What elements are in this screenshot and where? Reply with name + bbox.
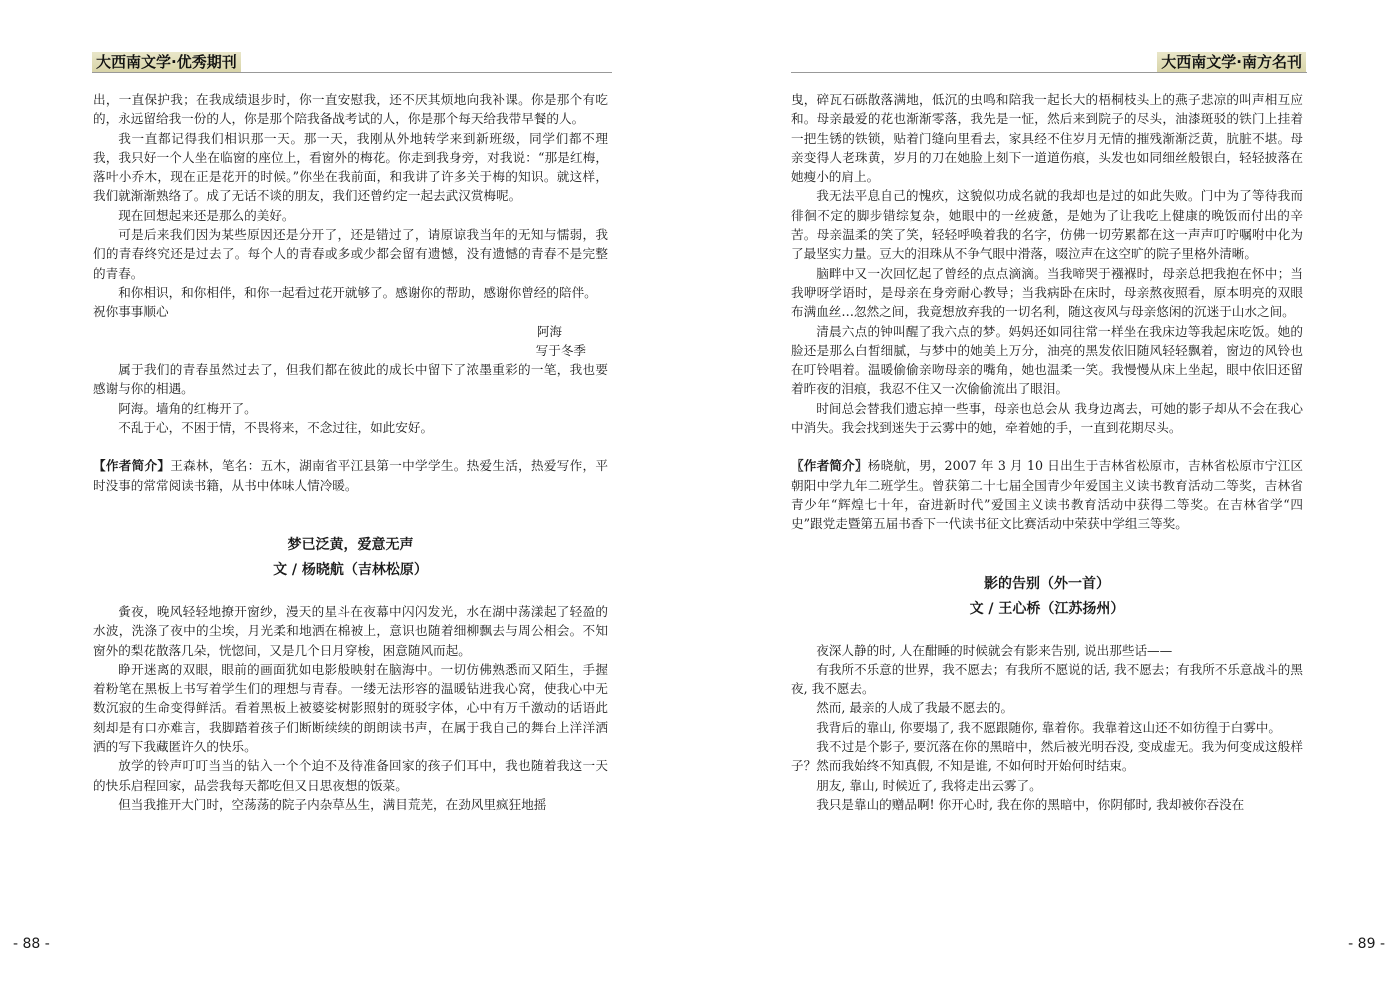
left-paragraph: 睁开迷离的双眼，眼前的画面犹如电影般映射在脑海中。一切仿佛熟悉而又陌生，手握着粉笔在黑板上书写着学生们的理想与青春。一缕无法形容的温暖钻进我心窝，使我心中无数沉寂的生命变得鲜活。看着黑板上被婆娑树影照射的斑驳字体，心中有万千激动的话语此刻却是有口亦难言，我脚踏着孩子们断断续续的朗朗读书声，在属于我自己的舞台上洋洋洒洒的写下我藏匿许久的快乐。 (93, 661, 608, 755)
author-bio-text: 杨晓航，男，2007 年 3 月 10 日出生于吉林省松原市，吉林省松原市宁江区朝阳中学九年二班学生。曾获第二十七届全国青少年爱国主义读书教育活动二等奖，吉林省青少年“辉煌七十年，奋进新时代”爱国主义读书教育活动中获得二等奖。在吉林省学“四史”跟党走暨第五届书香下一代读书征文比赛活动中荣获中学组三等奖。 (791, 458, 1303, 532)
right-paragraph: 朋友, 靠山, 时候近了, 我将走出云雾了。 (816, 777, 1042, 793)
spacer (791, 437, 1303, 456)
spacer (791, 534, 1303, 572)
author-bio-text: 王森林，笔名：五木，湖南省平江县第一中学学生。热爱生活，热爱写作，平时没事的常常阅读书籍，从书中体味人情冷暖。 (93, 458, 609, 493)
right-paragraph: 有我所不乐意的世界，我不愿去；有我所不愿说的话, 我不愿去；有我所不乐意战斗的黑夜, 我不愿去。 (791, 661, 1303, 697)
right-paragraph: 我只是靠山的赠品啊! 你开心时, 我在你的黑暗中，你阴郁时, 我却被你吞没在 (816, 796, 1245, 812)
left-paragraph: 放学的铃声叮叮当当的钻入一个个迫不及待准备回家的孩子们耳中，我也随着我这一天的快乐启程回家，品尝我每天都吃但又日思夜想的饭菜。 (93, 758, 608, 793)
left-paragraph: 我一直都记得我们相识那一天。那一天，我刚从外地转学来到新班级，同学们都不理我，我只好一个人坐在临窗的座位上，看窗外的梅花。你走到我身旁，对我说：“那是红梅，落叶小乔木，现在正是花开的时候。”你坐在我前面，和我讲了许多关于梅的知识。就这样，我们就渐渐熟络了。成了无话不谈的朋友，我们还曾约定一起去武汉赏梅呢。 (93, 130, 608, 204)
right-paragraph: 时间总会替我们遗忘掉一些事，母亲也总会从 我身边离去，可她的影子却从不会在我心中消失。我会找到迷失于云雾中的她，牵着她的手，一直到花期尽头。 (791, 400, 1303, 436)
letter-signature-name: 阿海 (536, 323, 562, 339)
article-byline: 文 / 王心桥（江苏扬州） (969, 600, 1125, 617)
right-paragraph: 我背后的靠山, 你要塌了, 我不愿跟随你, 靠着你。我靠着这山还不如彷徨于白雾中。 (816, 719, 1281, 735)
left-paragraph: 现在回想起来还是那么的美好。 (118, 207, 295, 223)
spacer (93, 583, 608, 602)
right-paragraph: 然而, 最亲的人成了我最不愿去的。 (816, 700, 1014, 716)
right-header-rule (791, 72, 1307, 73)
article-title: 梦已泛黄，爱意无声 (287, 536, 414, 553)
author-bio (93, 456, 608, 495)
left-paragraph: 但当我推开大门时，空荡荡的院子内杂草丛生，满目荒芜，在劲风里疯狂地摇 (118, 796, 547, 812)
left-running-header: 大西南文学·优秀期刊 (92, 52, 241, 72)
spacer (791, 622, 1303, 641)
article-byline: 文 / 杨晓航（吉林松原） (273, 561, 428, 578)
right-paragraph: 曳，碎瓦石砾散落满地，低沉的虫鸣和陪我一起长大的梧桐枝头上的燕子悲凉的叫声相互应和。母亲最爱的花也渐渐零落，我先是一怔，然后来到院子的尽头，油漆斑驳的铁门上挂着一把生锈的铁锁，贴着门缝向里看去，家具经不住岁月无情的摧残渐渐泛黄，肮脏不堪。母亲变得人老珠黄，岁月的刀在她脸上刻下一道道伤痕，头发也如同细丝般银白，轻轻披落在她瘦小的肩上。 (791, 92, 1303, 185)
left-paragraph: 阿海。墙角的红梅开了。 (118, 400, 257, 416)
page-number: - 89 - (1348, 936, 1385, 952)
author-bio-label: 【作者简介】 (93, 458, 171, 474)
right-paragraph: 我无法平息自己的愧疚，这貌似功成名就的我却也是过的如此失败。门中为了等待我而徘徊不定的脚步错综复杂，她眼中的一丝疲惫，是她为了让我吃上健康的晚饭而付出的辛苦。母亲温柔的笑了笑，轻轻呼唤着我的名字，仿佛一切劳累都在这一声声叮咛嘱咐中化为了最坚实力量。豆大的泪珠从不争气眼中滑落，啜泣声在这空旷的院子里格外清晰。 (791, 188, 1303, 262)
right-page (699, 0, 1398, 982)
right-running-header: 大西南文学·南方名刊 (1157, 52, 1306, 72)
left-header-rule (92, 72, 612, 73)
right-paragraph: 我不过是个影子, 要沉落在你的黑暗中，然后被光明吞没, 变成虚无。我为何变成这般样子？然而我始终不知真假, 不知是谁, 不如何时开始何时结束。 (791, 739, 1303, 774)
right-paragraph: 脑畔中又一次回忆起了曾经的点点滴滴。当我啼哭于襁褓时，母亲总把我抱在怀中；当我咿呀学语时，是母亲在身旁耐心教导；当我病卧在床时，母亲熬夜照看，原本明亮的双眼布满血丝…忽然之间，我竟想放弃我的一切名利，随这夜风与母亲悠闲的沉迷于山水之间。 (791, 265, 1303, 320)
left-paragraph: 出，一直保护我；在我成绩退步时，你一直安慰我，还不厌其烦地向我补课。你是那个有吃的，永远留给我一份的人，你是那个陪我备战考试的人，你是那个每天给我带早餐的人。 (93, 92, 608, 127)
left-paragraph: 和你相识，和你相伴，和你一起看过花开就够了。感谢你的帮助，感谢你曾经的陪伴。 (118, 284, 597, 300)
left-page-content (93, 90, 608, 814)
left-paragraph: 属于我们的青春虽然过去了，但我们都在彼此的成长中留下了浓墨重彩的一笔，我也要感谢与你的相遇。 (93, 362, 608, 397)
spacer (93, 437, 608, 456)
left-paragraph: 夤夜，晚风轻轻地撩开窗纱，漫天的星斗在夜幕中闪闪发光，水在湖中荡漾起了轻盈的水波，洗涤了夜中的尘埃，月光柔和地洒在棉被上，意识也随着细柳飘去与周公相会。不知窗外的梨花散落几朵，恍惚间，又是几个日月穿梭，困意随风而起。 (93, 603, 608, 658)
spacer (93, 495, 608, 533)
left-paragraph: 不乱于心，不困于情，不畏将来，不念过往，如此安好。 (118, 420, 434, 436)
author-bio (791, 456, 1303, 533)
article-title: 影的告别（外一首） (984, 575, 1110, 592)
left-paragraph: 可是后来我们因为某些原因还是分开了，还是错过了，请原谅我当年的无知与懦弱，我们的青春终究还是过去了。每个人的青春或多或少都会留有遗憾，没有遗憾的青春不是完整的青春。 (93, 227, 608, 281)
letter-signature-date: 写于冬季 (535, 342, 586, 358)
right-page-content (791, 90, 1303, 814)
author-bio-label: 〖作者简介〗 (791, 458, 868, 474)
page-number: - 88 - (13, 936, 50, 952)
right-paragraph: 清晨六点的钟叫醒了我六点的梦。妈妈还如同往常一样坐在我床边等我起床吃饭。她的脸还是那么白皙细腻，与梦中的她美上万分，油亮的黑发依旧随风轻轻飘着，窗边的风铃也在叮铃唱着。温暖偷偷亲吻母亲的嘴角，她也温柔一笑。我慢慢从床上坐起，眼中依旧还留着昨夜的泪痕，我忍不住又一次偷偷流出了眼泪。 (791, 323, 1303, 397)
right-paragraph: 夜深人静的时, 人在酣睡的时候就会有影来告别, 说出那些话—— (816, 642, 1173, 658)
letter-closing: 祝你事事顺心 (93, 304, 169, 320)
